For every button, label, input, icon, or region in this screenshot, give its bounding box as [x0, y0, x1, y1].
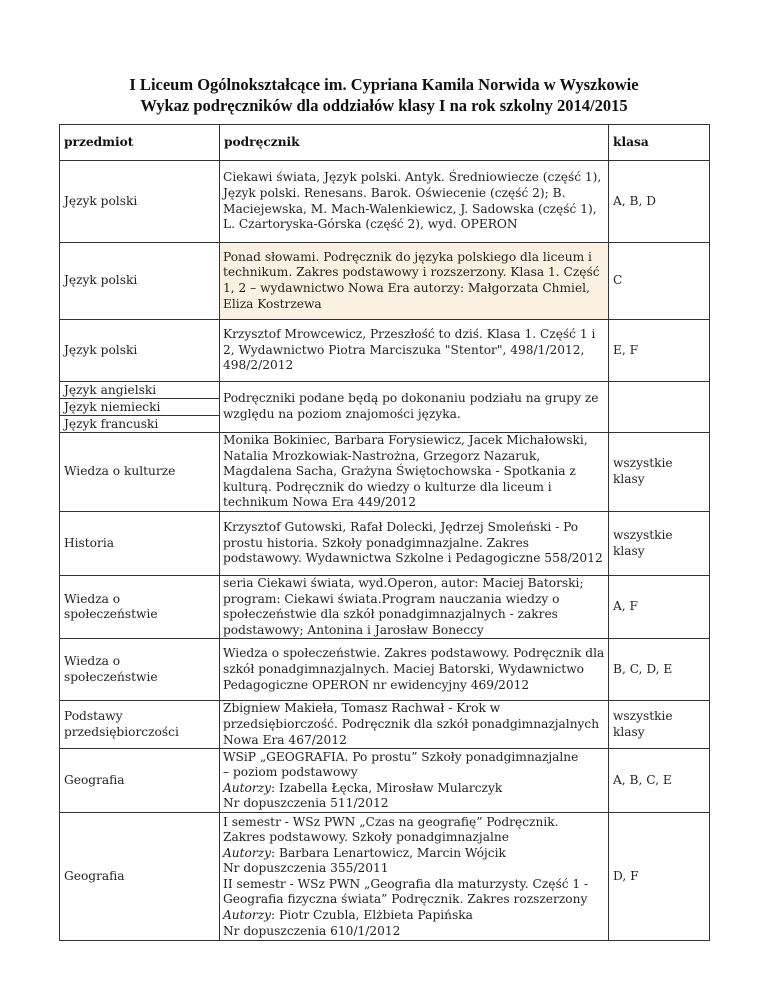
title-line-2: Wykaz podręczników dla oddziałów klasy I na rok szkolny 2014/2015 — [140, 96, 628, 115]
book-cell: Ponad słowami. Podręcznik do języka polskiego dla liceum i technikum. Zakres podstawowy i rozszerzony. Klasa 1. Część 1, 2 – wydawnictwo Nowa Era autorzy: Małgorzata Chmiel, Eliza Kostrzewa — [220, 243, 609, 320]
title-line-1: I Liceum Ogólnokształcące im. Cypriana Kamila Norwida w Wyszkowie — [129, 75, 639, 94]
table-row — [60, 243, 710, 320]
subject-cell: Wiedza o kulturze — [60, 433, 220, 512]
class-cell: A, F — [609, 576, 710, 639]
subject-german: Język niemiecki — [60, 399, 219, 416]
class-cell: E, F — [609, 320, 710, 382]
book-cell: Krzysztof Mrowcewicz, Przeszłość to dziś. Klasa 1. Część 1 i 2, Wydawnictwo Piotra Marciszuka "Stentor", 498/1/2012, 498/2/2012 — [220, 320, 609, 382]
table-row — [60, 639, 710, 701]
book-cell: Monika Bokiniec, Barbara Forysiewicz, Jacek Michałowski, Natalia Mrozkowiak-Nastrożna, Grzegorz Nazaruk, Magdalena Sacha, Grażyna Świętochowska - Spotkania z kulturą. Podręcznik do wiedzy o kulturze dla liceum i technikum Nowa Era 449/2012 — [220, 433, 609, 512]
table-row — [60, 512, 710, 576]
subject-cell: Wiedza o społeczeństwie — [60, 639, 220, 701]
class-cell: wszystkie klasy — [609, 512, 710, 576]
book-cell: Zbigniew Makieła, Tomasz Rachwał - Krok w przedsiębiorczość. Podręcznik dla szkół ponadgimnazjalnych Nowa Era 467/2012 — [220, 701, 609, 749]
book-line: Nr dopuszczenia 511/2012 — [223, 796, 389, 811]
table-row — [60, 576, 710, 639]
class-cell: wszystkie klasy — [609, 701, 710, 749]
textbook-table — [59, 124, 710, 941]
header-class: klasa — [609, 125, 710, 161]
book-cell-geography-1 — [220, 749, 609, 813]
table-row — [60, 161, 710, 243]
table-row — [60, 320, 710, 382]
header-subject: przedmiot — [60, 125, 220, 161]
table-row — [60, 813, 710, 941]
subject-french: Język francuski — [64, 417, 159, 431]
subject-cell: Język polski — [60, 161, 220, 243]
table-row — [60, 749, 710, 813]
table-row — [60, 382, 710, 433]
class-cell: D, F — [609, 813, 710, 941]
book-line: WSiP „GEOGRAFIA. Po prostu” Szkoły ponadgimnazjalne — [223, 749, 579, 764]
book-authors-line: Autorzy: Izabella Łęcka, Mirosław Mularczyk — [223, 780, 503, 795]
subject-cell-languages — [60, 382, 220, 433]
authors-label: Autorzy — [223, 845, 272, 860]
table-row — [60, 433, 710, 512]
document-title — [0, 74, 768, 116]
authors-names: Barbara Lenartowicz, Marcin Wójcik — [279, 845, 506, 860]
subject-cell: Język polski — [60, 243, 220, 320]
class-cell: A, B, C, E — [609, 749, 710, 813]
class-cell: wszystkie klasy — [609, 433, 710, 512]
book-line: Nr dopuszczenia 355/2011 — [223, 861, 389, 876]
book-line: II semestr - WSz PWN „Geografia dla maturzysty. Część 1 - — [223, 876, 589, 891]
subject-english: Język angielski — [60, 382, 219, 399]
book-cell: Podręczniki podane będą po dokonaniu podziału na grupy ze względu na poziom znajomości języka. — [220, 382, 609, 433]
subject-cell: Historia — [60, 512, 220, 576]
book-authors-line: Autorzy: Barbara Lenartowicz, Marcin Wójcik — [223, 845, 506, 860]
class-cell: C — [609, 243, 710, 320]
book-line: Zakres podstawowy. Szkoły ponadgimnazjalne — [223, 830, 509, 845]
book-cell: Ciekawi świata, Język polski. Antyk. Średniowiecze (część 1), Język polski. Renesans. Barok. Oświecenie (część 2); B. Maciejewska, M. Mach-Walenkiewicz, J. Sadowska (część 1), L. Czartoryska-Górska (część 2), wyd. OPERON — [220, 161, 609, 243]
book-line: Geografia fizyczna świata” Podręcznik. Zakres rozszerzony — [223, 892, 588, 907]
class-cell — [609, 382, 710, 433]
authors-label: Autorzy — [223, 780, 272, 795]
book-cell: Wiedza o społeczeństwie. Zakres podstawowy. Podręcznik dla szkół ponadgimnazjalnych. Maciej Batorski, Wydawnictwo Pedagogiczne OPERON nr ewidencyjny 469/2012 — [220, 639, 609, 701]
book-line: – poziom podstawowy — [223, 765, 358, 780]
class-cell: A, B, D — [609, 161, 710, 243]
book-authors-line: Autorzy: Piotr Czubla, Elżbieta Papińska — [223, 908, 473, 923]
table-row — [60, 701, 710, 749]
book-line: I semestr - WSz PWN „Czas na geografię” Podręcznik. — [223, 814, 559, 829]
class-cell: B, C, D, E — [609, 639, 710, 701]
subject-cell: Geografia — [60, 749, 220, 813]
authors-label: Autorzy — [223, 908, 272, 923]
subject-cell: Wiedza o społeczeństwie — [60, 576, 220, 639]
subject-cell: Podstawy przedsiębiorczości — [60, 701, 220, 749]
book-cell: Krzysztof Gutowski, Rafał Dolecki, Jędrzej Smoleński - Po prostu historia. Szkoły ponadgimnazjalne. Zakres podstawowy. Wydawnictwa Szkolne i Pedagogiczne 558/2012 — [220, 512, 609, 576]
authors-names: Izabella Łęcka, Mirosław Mularczyk — [279, 780, 503, 795]
subject-cell: Geografia — [60, 813, 220, 941]
authors-names: Piotr Czubla, Elżbieta Papińska — [279, 908, 473, 923]
book-cell-geography-2 — [220, 813, 609, 941]
header-book: podręcznik — [220, 125, 609, 161]
table-header-row — [60, 125, 710, 161]
book-cell: seria Ciekawi świata, wyd.Operon, autor: Maciej Batorski; program: Ciekawi świata.Program nauczania wiedzy o społeczeństwie dla szkół ponadgimnazjalnych - zakres podstawowy; Antonina i Jarosław Boneccy — [220, 576, 609, 639]
subject-cell: Język polski — [60, 320, 220, 382]
book-line: Nr dopuszczenia 610/1/2012 — [223, 923, 401, 938]
